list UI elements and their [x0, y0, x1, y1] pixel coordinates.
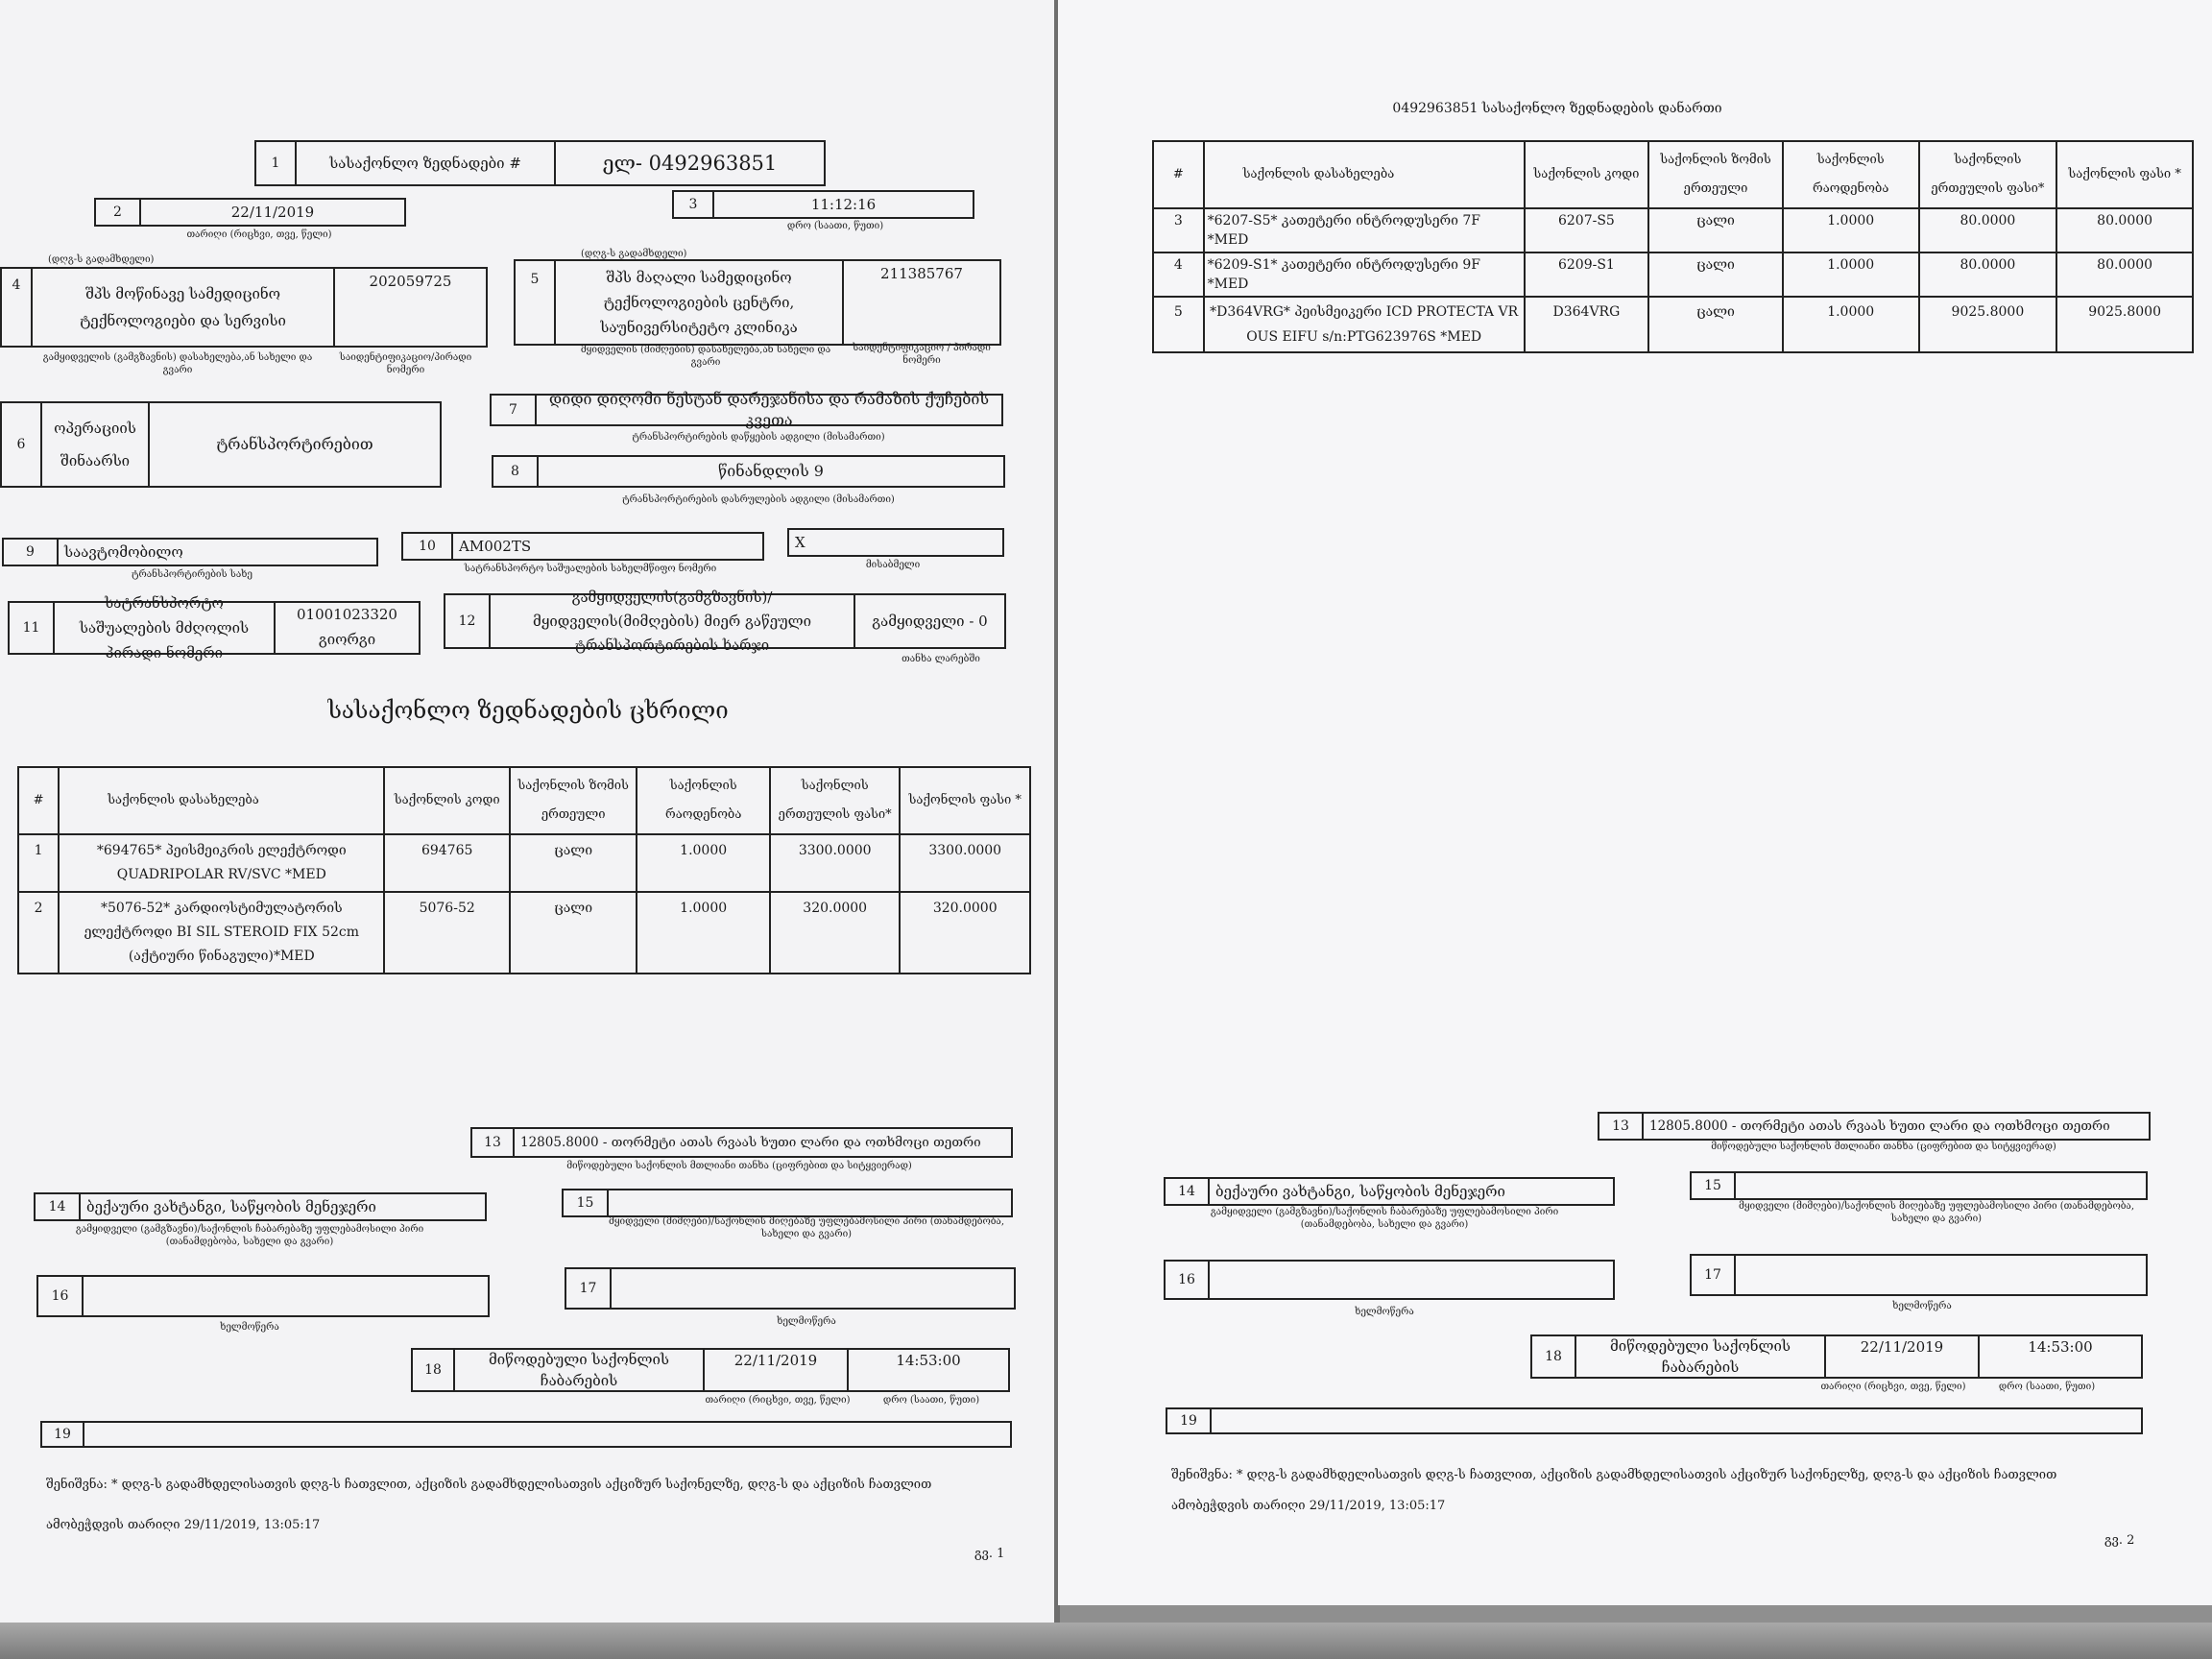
field-13-total: [470, 1127, 1013, 1158]
cell-index: 5: [1153, 297, 1204, 352]
header-index: #: [1153, 141, 1204, 208]
field-12-num: 12: [458, 613, 476, 629]
field-18-delivery: [411, 1348, 1010, 1392]
header-price: საქონლის ფასი *: [900, 767, 1030, 834]
print-date: ამობეჭდვის თარიღი 29/11/2019, 13:05:17: [46, 1518, 321, 1532]
field-16-caption: ხელმოწერა: [1355, 1307, 1414, 1317]
field-19-value: [1210, 1409, 2141, 1432]
field-18-time: 14:53:00: [847, 1350, 1008, 1390]
field-18-date: 22/11/2019: [1824, 1336, 1978, 1377]
field-12-caption: თანხა ლარებში: [902, 654, 980, 664]
field-14-num: 14: [1178, 1184, 1195, 1199]
field-17-buyer-signature: [1690, 1254, 2148, 1296]
cell-name: *694765* პეისმეიკრის ელექტროდი QUADRIPOLAR RV/SVC *MED: [59, 834, 384, 892]
field-2-value: 22/11/2019: [139, 200, 404, 225]
field-18-label: მიწოდებული საქონლის ჩაბარების: [453, 1350, 703, 1390]
field-14-seller-person: [1164, 1177, 1615, 1206]
vat-payer-left: (დღგ-ს გადამხდელი): [48, 254, 155, 265]
field-9-transport-type: [2, 538, 378, 566]
header-quantity: საქონლის რაოდენობა: [637, 767, 770, 834]
field-11-driver-id: 01001023320: [297, 606, 397, 623]
field-18-num: 18: [1545, 1349, 1562, 1364]
field-19-value: [83, 1423, 1010, 1446]
goods-table-title: სასაქონლო ზედნადების ცხრილი: [327, 697, 729, 724]
field-16-caption: ხელმოწერა: [220, 1322, 279, 1333]
field-8-end-address: [492, 455, 1005, 488]
cell-unit-price: 80.0000: [1919, 208, 2057, 252]
field-5-num: 5: [530, 272, 540, 287]
field-18-num: 18: [424, 1362, 442, 1378]
field-10-vehicle-plate: [401, 532, 764, 561]
field-8-caption: ტრანსპორტირების დასრულების ადგილი (მისამართი): [622, 494, 895, 505]
cell-code: 5076-52: [384, 892, 509, 974]
field-13-caption: მიწოდებული საქონლის მთლიანი თანხა (ციფრებით და სიტყვიერად): [566, 1161, 912, 1171]
field-16-signature-area: [82, 1277, 488, 1315]
field-10-value: AM002TS: [451, 534, 762, 559]
cell-quantity: 1.0000: [637, 892, 770, 974]
field-12-value: გამყიდველი - 0: [854, 595, 1004, 647]
header-unit-price: საქონლის ერთეულის ფასი*: [770, 767, 901, 834]
field-18-label: მიწოდებული საქონლის ჩაბარების: [1575, 1336, 1824, 1377]
field-6-label: ოპერაციის შინაარსი: [40, 403, 148, 486]
field-4-seller: [0, 267, 488, 348]
header-name: საქონლის დასახელება: [59, 767, 384, 834]
field-19: [40, 1421, 1012, 1448]
field-15-num: 15: [576, 1195, 594, 1211]
cell-price: 3300.0000: [900, 834, 1030, 892]
field-7-caption: ტრანსპორტირების დაწყების ადგილი (მისამართი): [632, 432, 885, 443]
field-1-value: ელ- 0492963851: [554, 142, 824, 184]
field-16-num: 16: [51, 1288, 69, 1304]
field-14-value: ბექაური ვახტანგი, საწყობის მენეჯერი: [1208, 1179, 1613, 1204]
field-1-num: 1: [271, 156, 280, 171]
waybill-page-2: [1058, 0, 2212, 1605]
field-5-buyer-name: შპს მაღალი სამედიცინო ტექნოლოგიების ცენტრი, საუნივერსიტეტო კლინიკა: [554, 261, 842, 344]
header-code: საქონლის კოდი: [384, 767, 509, 834]
field-13-caption: მიწოდებული საქონლის მთლიანი თანხა (ციფრებით და სიტყვიერად): [1711, 1142, 2056, 1152]
field-9-value: საავტომობილო: [57, 540, 376, 565]
cell-unit-price: 320.0000: [770, 892, 901, 974]
field-17-num: 17: [579, 1281, 597, 1296]
goods-table-page-2: [1152, 140, 2194, 353]
field-9-num: 9: [26, 544, 35, 560]
cell-quantity: 1.0000: [1783, 208, 1919, 252]
waybill-page-1: [0, 0, 1054, 1623]
field-1-label: სასაქონლო ზედნადები #: [295, 142, 554, 184]
field-12-label: გამყიდველის(გამგზავნის)/მყიდველის(მიმღების) მიერ გაწეული ტრანსპორტირების ხარჯი: [489, 595, 854, 647]
field-18-caption-time: დრო (საათი, წუთი): [1998, 1382, 2096, 1392]
field-10-trailer: [787, 528, 1004, 557]
cell-unit-price: 9025.8000: [1919, 297, 2057, 352]
field-15-value: [607, 1190, 1011, 1215]
field-19-num: 19: [1180, 1413, 1197, 1429]
cell-name: *6209-S1* კათეტერი ინტროდუსერი 9F *MED: [1204, 252, 1525, 297]
cell-quantity: 1.0000: [1783, 252, 1919, 297]
field-19-num: 19: [54, 1427, 71, 1442]
field-10-caption: სატრანსპორტო საშუალების სახელმწიფო ნომერი: [464, 564, 717, 574]
cell-index: 3: [1153, 208, 1204, 252]
field-15-value: [1734, 1173, 2146, 1198]
cell-name: *5076-52* კარდიოსტიმულატორის ელექტროდი BI SIL STEROID FIX 52cm (აქტიური წინაგული)*MED: [59, 892, 384, 974]
field-11-num: 11: [22, 620, 40, 636]
cell-price: 320.0000: [900, 892, 1030, 974]
cell-price: 80.0000: [2056, 252, 2193, 297]
field-17-num: 17: [1704, 1267, 1721, 1283]
field-4-seller-id: 202059725: [333, 269, 486, 346]
field-13-value: 12805.8000 - თორმეტი ათას რვაას ხუთი ლარი და ოთხმოცი თეთრი: [1642, 1114, 2149, 1139]
table-row: [1153, 208, 2193, 252]
cell-unit-price: 3300.0000: [770, 834, 901, 892]
field-10-trailer-caption: მისაბმელი: [865, 560, 921, 570]
field-4-caption-name: გამყიდველის (გამგზავნის) დასახელება,ან სახელი და გვარი: [42, 352, 313, 375]
field-14-value: ბექაური ვახტანგი, საწყობის მენეჯერი: [79, 1194, 485, 1219]
field-17-buyer-signature: [565, 1267, 1016, 1310]
desk-surface: [0, 1623, 2212, 1659]
field-2-num: 2: [113, 204, 122, 220]
field-11-label: სატრანსპორტო საშუალების მძღოლის პირადი ნომერი: [53, 603, 274, 653]
cell-unit: ცალი: [1648, 208, 1783, 252]
field-16-seller-signature: [36, 1275, 490, 1317]
cell-code: 6209-S1: [1525, 252, 1649, 297]
field-17-caption: ხელმოწერა: [777, 1316, 836, 1327]
field-15-buyer-person: [562, 1189, 1013, 1217]
field-16-num: 16: [1178, 1272, 1195, 1287]
field-14-seller-person: [34, 1192, 487, 1221]
cell-quantity: 1.0000: [1783, 297, 1919, 352]
cell-unit: ცალი: [510, 834, 637, 892]
field-8-value: წინანდლის 9: [537, 457, 1003, 486]
field-15-buyer-person: [1690, 1171, 2148, 1200]
field-6-value: ტრანსპორტირებით: [148, 403, 440, 486]
footnote: შენიშვნა: * დღგ-ს გადამხდელისათვის დღგ-ს ჩათვლით, აქციზის გადამხდელისათვის აქციზურ საქონელზე, დღგ-ს და აქციზის ჩათვლით: [1171, 1468, 2057, 1482]
field-14-num: 14: [48, 1199, 66, 1214]
field-7-num: 7: [509, 402, 517, 418]
field-5-caption-id: საიდენტიფიკაციო / პირადი ნომერი: [853, 343, 991, 366]
field-18-date: 22/11/2019: [703, 1350, 847, 1390]
page-number: გვ. 1: [974, 1547, 1005, 1561]
field-16-seller-signature: [1164, 1260, 1615, 1300]
cell-unit: ცალი: [510, 892, 637, 974]
cell-price: 9025.8000: [2056, 297, 2193, 352]
goods-table-header: [1153, 141, 2193, 208]
field-10-trailer-value: X: [795, 534, 805, 551]
field-15-caption: მყიდველი (მიმღები)/საქონლის მიღებაზე უფლებამოსილი პირი (თანამდებობა, სახელი და გვარი): [608, 1216, 1005, 1239]
field-17-signature-area: [610, 1269, 1014, 1308]
header-name: საქონლის დასახელება: [1204, 141, 1525, 208]
field-18-time: 14:53:00: [1978, 1336, 2141, 1377]
cell-index: 1: [18, 834, 59, 892]
field-7-value: დიდი დიღომი ნესტან დარეჯანისა და რამაზის ქუჩების კვეთა: [535, 396, 1001, 424]
field-6-num: 6: [16, 437, 26, 452]
field-5-buyer-id: 211385767: [842, 261, 999, 344]
cell-name: *D364VRG* პეისმეიკერი ICD PROTECTA VR OUS EIFU s/n:PTG623976S *MED: [1204, 297, 1525, 352]
header-code: საქონლის კოდი: [1525, 141, 1649, 208]
field-10-num: 10: [419, 539, 436, 554]
cell-code: 6207-S5: [1525, 208, 1649, 252]
field-2-caption: თარიღი (რიცხვი, თვე, წელი): [186, 229, 332, 240]
field-17-caption: ხელმოწერა: [1892, 1301, 1952, 1311]
header-unit: საქონლის ზომის ერთეული: [1648, 141, 1783, 208]
table-row: [18, 892, 1030, 974]
field-4-num: 4: [12, 277, 21, 293]
field-3-num: 3: [688, 197, 698, 212]
field-16-signature-area: [1208, 1262, 1613, 1298]
field-11-driver: [8, 594, 421, 661]
field-7-start-address: [490, 390, 1003, 429]
field-19: [1166, 1407, 2143, 1434]
goods-table-page-1: [17, 766, 1031, 974]
cell-price: 80.0000: [2056, 208, 2193, 252]
field-11-driver-value: [274, 603, 419, 653]
page-number: გვ. 2: [2104, 1533, 2135, 1548]
field-3-time: [672, 190, 974, 219]
field-2-date: [94, 198, 406, 227]
vat-payer-right: (დღგ-ს გადამხდელი): [581, 249, 687, 259]
footnote: შენიშვნა: * დღგ-ს გადამხდელისათვის დღგ-ს ჩათვლით, აქციზის გადამხდელისათვის აქციზურ საქონელზე, დღგ-ს და აქციზის ჩათვლით: [46, 1478, 932, 1492]
field-8-num: 8: [511, 464, 519, 479]
header-unit: საქონლის ზომის ერთეული: [510, 767, 637, 834]
field-18-delivery: [1530, 1334, 2143, 1379]
print-date: ამობეჭდვის თარიღი 29/11/2019, 13:05:17: [1171, 1499, 1446, 1513]
header-unit-price: საქონლის ერთეულის ფასი*: [1919, 141, 2057, 208]
cell-quantity: 1.0000: [637, 834, 770, 892]
header-price: საქონლის ფასი *: [2056, 141, 2193, 208]
field-5-caption-name: მყიდველის (მიმღების) დასახელება,ან სახელი და გვარი: [580, 345, 831, 368]
field-13-total: [1598, 1112, 2151, 1141]
field-1-waybill-number: [254, 140, 826, 186]
field-3-value: 11:12:16: [712, 192, 973, 217]
field-18-caption-date: თარიღი (რიცხვი, თვე, წელი): [1820, 1382, 1966, 1392]
table-row: [1153, 297, 2193, 352]
field-17-signature-area: [1734, 1256, 2146, 1294]
field-18-caption-date: თარიღი (რიცხვი, თვე, წელი): [705, 1395, 851, 1406]
field-15-caption: მყიდველი (მიმღები)/საქონლის მიღებაზე უფლებამოსილი პირი (თანამდებობა, სახელი და გვარი): [1738, 1201, 2135, 1224]
cell-unit: ცალი: [1648, 297, 1783, 352]
field-12-transport-cost: [444, 588, 1006, 654]
field-15-num: 15: [1704, 1178, 1721, 1193]
cell-code: D364VRG: [1525, 297, 1649, 352]
goods-table-header: [18, 767, 1030, 834]
field-13-num: 13: [1612, 1118, 1629, 1134]
table-row: [1153, 252, 2193, 297]
cell-unit-price: 80.0000: [1919, 252, 2057, 297]
cell-name: *6207-S5* კათეტერი ინტროდუსერი 7F *MED: [1204, 208, 1525, 252]
field-4-caption-id: საიდენტიფიკაციო/პირადი ნომერი: [339, 352, 472, 375]
field-14-caption: გამყიდველი (გამგზავნი)/საქონლის ჩაბარებაზე უფლებამოსილი პირი (თანამდებობა, სახელი და გვარი): [75, 1224, 424, 1247]
header-quantity: საქონლის რაოდენობა: [1783, 141, 1919, 208]
field-13-num: 13: [484, 1135, 501, 1150]
table-row: [18, 834, 1030, 892]
field-14-caption: გამყიდველი (გამგზავნი)/საქონლის ჩაბარებაზე უფლებამოსილი პირი (თანამდებობა, სახელი და გვარი): [1210, 1207, 1559, 1230]
header-index: #: [18, 767, 59, 834]
field-18-caption-time: დრო (საათი, წუთი): [882, 1395, 980, 1406]
field-5-buyer: [514, 259, 1001, 346]
field-9-caption: ტრანსპორტირების სახე: [132, 569, 252, 580]
field-4-seller-name: შპს მოწინავე სამედიცინო ტექნოლოგიები და სერვისი: [31, 269, 333, 346]
cell-index: 4: [1153, 252, 1204, 297]
field-3-caption: დრო (საათი, წუთი): [786, 221, 884, 231]
field-13-value: 12805.8000 - თორმეტი ათას რვაას ხუთი ლარი და ოთხმოცი თეთრი: [513, 1129, 1011, 1156]
cell-index: 2: [18, 892, 59, 974]
cell-unit: ცალი: [1648, 252, 1783, 297]
cell-code: 694765: [384, 834, 509, 892]
field-6-operation: [0, 401, 442, 488]
field-11-driver-name: გიორგი: [318, 631, 376, 648]
annex-title: 0492963851 სასაქონლო ზედნადების დანართი: [1392, 101, 1722, 116]
